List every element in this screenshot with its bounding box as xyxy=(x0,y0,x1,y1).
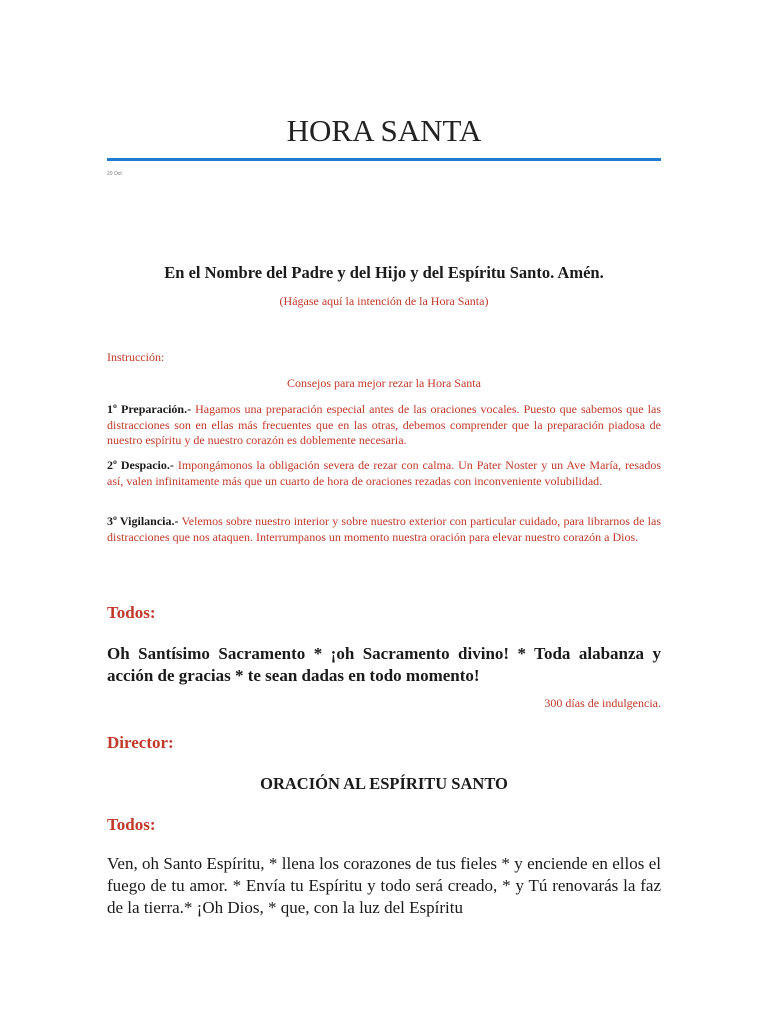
intention-note: (Hágase aquí la intención de la Hora Santa) xyxy=(279,294,489,308)
speaker-todos-2: Todos: xyxy=(107,815,156,834)
indulgence-note: 300 días de indulgencia. xyxy=(544,696,661,710)
step-text: Impongámonos la obligación severa de rezar con calma. Un Pater Noster y un Ave María, resados así, valen infinitamente más que un cuarto de hora de oraciones rezadas con inconveniente volubilidad. xyxy=(107,458,661,488)
step-preparacion xyxy=(107,402,661,449)
step-despacio xyxy=(107,458,661,489)
document-page xyxy=(107,0,661,1024)
acclamation-text: Oh Santísimo Sacramento * ¡oh Sacramento divino! * Toda alabanza y acción de gracias * te sean dadas en todo momento! xyxy=(107,644,661,685)
step-text: Hagamos una preparación especial antes de las oraciones vocales. Puesto que sabemos que las distracciones son en ellas más frecuentes que en las otras, debemos comprender que la preparación piadosa de nuestro espíritu y de nuestro corazón es doblemente necesaria. xyxy=(107,402,661,448)
step-label: 1º Preparación.- xyxy=(107,402,192,416)
speaker-director: Director: xyxy=(107,733,174,752)
step-label: 3º Vigilancia.- xyxy=(107,514,179,528)
document-date: 20 Oct xyxy=(107,171,122,177)
step-text: Velemos sobre nuestro interior y sobre nuestro exterior con particular cuidado, para librarnos de las distracciones que nos ataquen. Interrumpanos un momento nuestra oración para elevar nuestro corazón a Dios. xyxy=(107,514,662,544)
prayer-heading: ORACIÓN AL ESPÍRITU SANTO xyxy=(260,774,508,793)
step-label: 2º Despacio.- xyxy=(107,458,174,472)
title-divider xyxy=(107,158,661,161)
step-vigilancia xyxy=(107,514,661,545)
document-title: HORA SANTA xyxy=(286,113,482,148)
invocation-line: En el Nombre del Padre y del Hijo y del Espíritu Santo. Amén. xyxy=(164,263,604,282)
instruccion-label: Instrucción: xyxy=(107,350,165,364)
speaker-todos-1: Todos: xyxy=(107,603,156,622)
consejos-heading: Consejos para mejor rezar la Hora Santa xyxy=(287,376,481,390)
prayer-text: Ven, oh Santo Espíritu, * llena los corazones de tus fieles * y enciende en ellos el fuego de tu amor. * Envía tu Espíritu y todo será creado, * y Tú renovarás la faz de la tierra.* ¡Oh Dios, * que, con la luz del Espíritu xyxy=(107,854,661,917)
